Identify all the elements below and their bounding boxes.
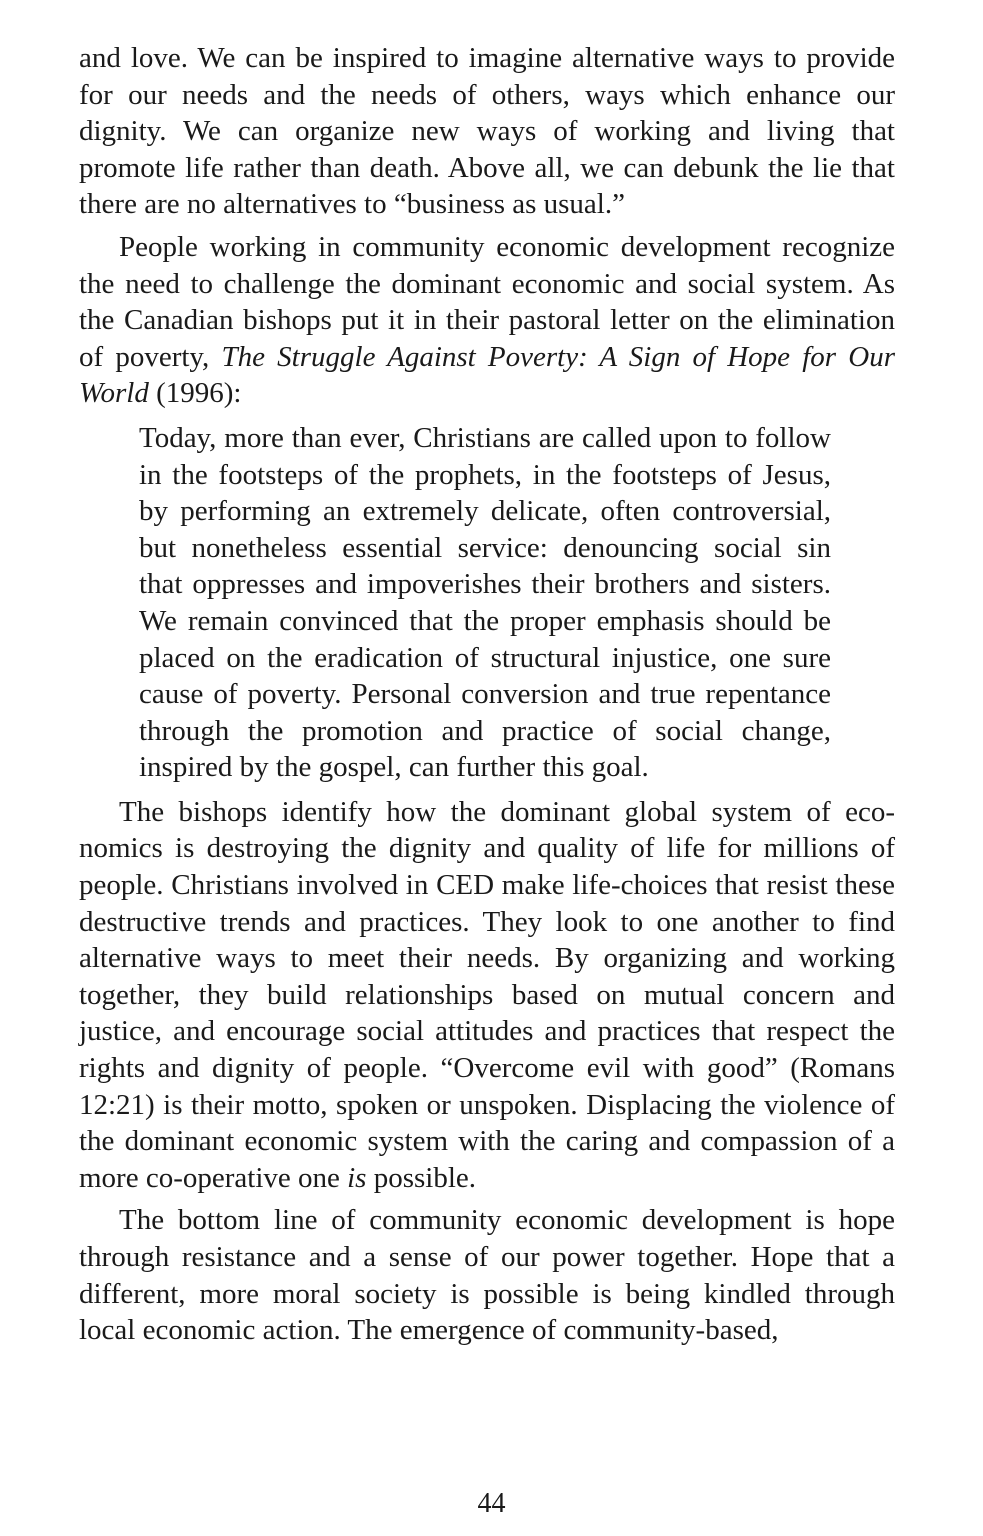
paragraph-bottom-line: The bottom line of community economic development is hope through resistance and a sense of our power together. Hope that a different, more moral society is possible is being kindled through local economic action. The emergence of community-based, <box>79 1204 895 1347</box>
pastoral-letter-title: The Struggle Against Poverty: A Sign of Hope for Our World <box>79 340 895 410</box>
paragraph-bishops-intro <box>79 229 895 412</box>
paragraph-continued: and love. We can be inspired to imagine alternative ways to provide for our needs and the needs of others, ways which enhance our dignity. We can organize new ways of working and living that promote life rather than death. Above all, we can debunk the lie that there are no alternatives to “business as usual.” <box>79 42 895 221</box>
emphasis-is: is <box>347 1161 367 1194</box>
paragraph-bishops-identify-text: The bishops identify how the dominant global system of economics is destroying the dignity and quality of life for millions of people. Christians involved in CED make life-choices that resist these destructive trends and practices. They look to one another to find alternative ways to meet their needs. By organizing and working together, they build relationships based on mutual concern and justice, and encourage social attitudes and practices that respect the rights and dignity of people. “Overcome evil with good” (Romans 12:21) is their motto, spoken or unspoken. Displacing the violence of the dominant economic system with the caring and compassion of a more co-operative one <box>79 795 895 1194</box>
paragraph-bishops-identify-end: possible. <box>366 1161 477 1194</box>
pastoral-letter-year: (1996): <box>148 377 242 410</box>
body-text <box>79 40 895 1349</box>
paragraph-bishops-identify <box>79 794 895 1197</box>
page-number: 44 <box>477 1488 506 1519</box>
block-quote: Today, more than ever, Christians are called upon to follow in the footsteps of the prophets, in the footsteps of Jesus, by performing an extremely delicate, often controversial, but nonetheless essential service: denouncing social sin that oppresses and impoverishes their brothers and sisters. We remain convinced that the proper emphasis should be placed on the eradication of structural injustice, one sure cause of poverty. Personal conversion and true repentance through the promotion and practice of social change, inspired by the gospel, can further this goal. <box>139 421 831 784</box>
paragraph-bishops-intro-text: People working in community economic development recognize the need to challenge the dominant economic and social system. As the Canadian bishops put it in their pastoral letter on the elimination of poverty, <box>79 230 895 373</box>
